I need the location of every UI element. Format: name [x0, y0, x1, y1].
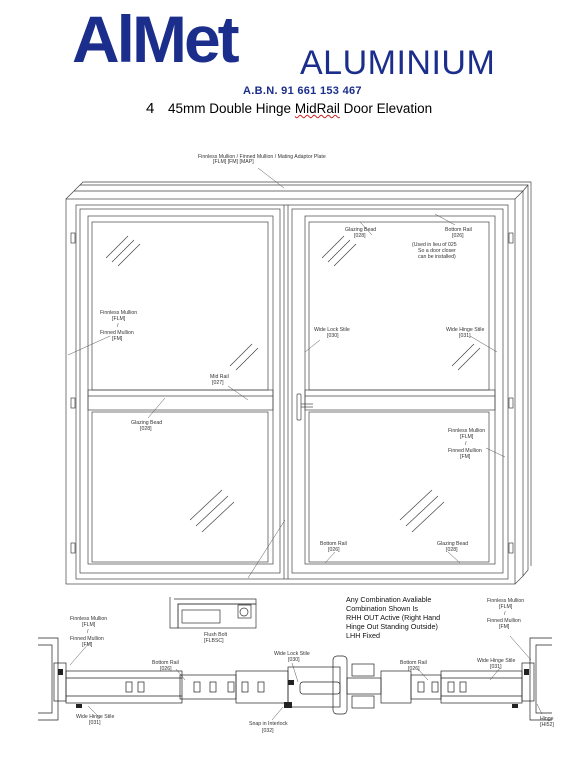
label-plan-bottom-rail-r-1: Bottom Rail — [400, 660, 427, 666]
label-used-note-1: (Used in lieu of 025 — [412, 242, 457, 248]
hinge-right-2 — [509, 398, 513, 408]
label-bottom-rail-bl-1: Bottom Rail — [320, 541, 347, 547]
label-glazing-bead-br-2: [028] — [446, 547, 458, 553]
label-snap-interlock-2: [032] — [262, 728, 274, 734]
combination-note-3: RHH OUT Active (Right Hand — [346, 613, 441, 622]
label-bottom-rail-bl-2: [026] — [328, 547, 340, 553]
label-left-mullion-3: / — [117, 323, 119, 329]
label-right-mullion-2: [FLM] — [460, 434, 474, 440]
right-top-glass — [309, 222, 489, 390]
label-flush-bolt-1: Flush Bolt — [204, 632, 228, 638]
hinge-left-2 — [71, 398, 75, 408]
label-plan-wide-hinge-stile-l-1: Wide Hinge Stile — [76, 714, 115, 720]
label-plan-left-mullion-4: Finned Mullion — [70, 636, 104, 642]
label-wide-hinge-stile-r-2: [031] — [459, 333, 471, 339]
title-part-2: Door Elevation — [339, 101, 433, 116]
label-right-mullion-4: Finned Mullion — [448, 448, 482, 454]
label-top-mullion-2: [FLM] [FM] [MAP] — [213, 159, 254, 165]
label-wide-lock-stile-2: [030] — [327, 333, 339, 339]
label-plan-right-mullion-5: [FM] — [499, 624, 510, 630]
label-plan-wide-hinge-stile-r-1: Wide Hinge Stile — [477, 658, 516, 664]
label-glazing-bead-tr-1: Glazing Bead — [345, 227, 377, 233]
label-hinge-2: [HI52] — [540, 722, 554, 728]
label-glazing-bead-tr-2: [028] — [354, 233, 366, 239]
combination-note-1: Any Combination Avaliable — [346, 595, 432, 604]
hinge-right-1 — [509, 233, 513, 243]
left-midrail — [88, 390, 273, 410]
right-door-leaf — [292, 209, 503, 573]
label-plan-wide-lock-stile-1: Wide Lock Stile — [274, 651, 310, 657]
label-glazing-bead-l-1: Glazing Bead — [131, 420, 163, 426]
label-plan-left-mullion-2: [FLM] — [82, 622, 96, 628]
label-used-note-2: So a door closer — [418, 248, 456, 254]
label-mid-rail-1: Mid Rail — [210, 374, 229, 380]
label-left-mullion-4: Finned Mullion — [100, 330, 134, 336]
abn-number: A.B.N. 91 661 153 467 — [243, 85, 362, 97]
label-plan-left-mullion-5: [FM] — [82, 642, 93, 648]
label-left-mullion-2: [FLM] — [112, 316, 126, 322]
label-plan-right-mullion-1: Finnless Mullion — [487, 598, 525, 604]
label-left-mullion-1: Finnless Mullion — [100, 310, 138, 316]
label-plan-wide-hinge-stile-l-2: [031] — [89, 720, 101, 726]
label-flush-bolt-2: [FLBSC] — [204, 638, 224, 644]
flush-bolt-detail — [170, 597, 256, 628]
title-part-1: 45mm Double Hinge — [168, 101, 295, 116]
hinge-left-3 — [71, 543, 75, 553]
label-hinge-1: Hinge — [540, 716, 554, 722]
frame-top-layer-3 — [80, 182, 531, 566]
label-right-mullion-1: Finnless Mullion — [448, 428, 486, 434]
hinge-right-3 — [509, 543, 513, 553]
label-glazing-bead-br-1: Glazing Bead — [437, 541, 469, 547]
title-part-midrail: MidRail — [294, 101, 340, 116]
label-top-mullion-1: Finnless Mullion / Finned Mullion / Mating Adaptor Plate — [198, 154, 326, 160]
label-bottom-rail-tr-1: Bottom Rail — [445, 227, 472, 233]
drawing-number: 4 — [146, 100, 155, 117]
right-midrail — [305, 390, 495, 410]
label-plan-bottom-rail-l-2: [026] — [160, 666, 172, 672]
label-wide-hinge-stile-r-1: Wide Hinge Stile — [446, 327, 485, 333]
combination-note-5: LHH Fixed — [346, 631, 380, 640]
label-snap-interlock-1: Snap in Interlock — [249, 721, 288, 727]
label-plan-left-mullion-1: Finnless Mullion — [70, 616, 108, 622]
label-plan-wide-hinge-stile-r-2: [031] — [490, 664, 502, 670]
label-plan-right-mullion-3: / — [504, 611, 506, 617]
label-plan-left-mullion-3: / — [87, 629, 89, 635]
brand-suffix: ALUMINIUM — [300, 44, 496, 82]
hinge-left-1 — [71, 233, 75, 243]
left-bottom-glass — [92, 412, 268, 562]
label-glazing-bead-l-2: [028] — [140, 426, 152, 432]
label-plan-right-mullion-4: Finned Mullion — [487, 618, 521, 624]
label-bottom-rail-tr-2: [026] — [452, 233, 464, 239]
label-used-note-3: can be installed) — [418, 254, 456, 260]
combination-note-2: Combination Shown Is — [346, 604, 418, 613]
frame-top-layer-2 — [74, 185, 528, 576]
label-plan-bottom-rail-r-2: [026] — [408, 666, 420, 672]
label-plan-bottom-rail-l-1: Bottom Rail — [152, 660, 179, 666]
label-wide-lock-stile-1: Wide Lock Stile — [314, 327, 350, 333]
brand-logo: AlMet — [72, 2, 237, 76]
label-left-mullion-5: [FM] — [112, 336, 123, 342]
label-plan-wide-lock-stile-2: [030] — [288, 657, 300, 663]
label-mid-rail-2: [027] — [212, 380, 224, 386]
label-right-mullion-5: [FM] — [460, 454, 471, 460]
label-plan-right-mullion-2: [FLM] — [499, 604, 513, 610]
door-handle-plate — [297, 394, 301, 420]
left-door-leaf — [80, 209, 280, 573]
combination-note-4: Hinge Out Standing Outside) — [346, 622, 438, 631]
label-right-mullion-3: / — [465, 441, 467, 447]
